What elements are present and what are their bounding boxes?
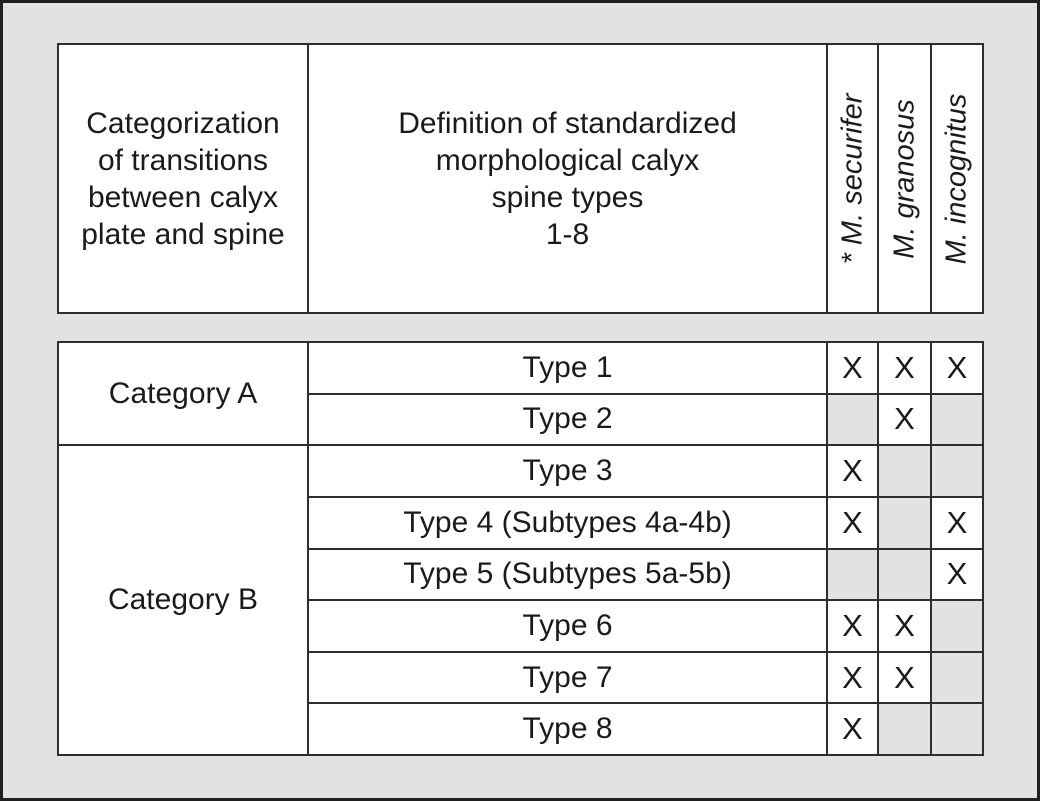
mark-cell: X — [878, 342, 931, 394]
mark-cell: X — [827, 497, 878, 549]
type-cell: Type 7 — [308, 652, 827, 704]
header-definition-line: morphological calyx — [435, 143, 700, 177]
table-row — [58, 342, 983, 394]
type-cell: Type 5 (Subtypes 5a-5b) — [308, 549, 827, 601]
mark-cell: X — [827, 600, 878, 652]
mark-cell — [878, 497, 931, 549]
mark-cell — [931, 394, 983, 446]
type-cell: Type 6 — [308, 600, 827, 652]
mark-cell — [827, 549, 878, 601]
mark-cell — [878, 703, 931, 755]
category-b-cell: Category B — [58, 445, 308, 755]
header-category-line: Categorization — [86, 106, 280, 140]
header-definition-cell — [308, 44, 827, 313]
species-label-granosus: M. granosus — [888, 98, 920, 259]
header-category-line: between calyx — [87, 180, 279, 214]
header-species-cell-incognitus — [931, 44, 983, 313]
mark-cell: X — [827, 445, 878, 497]
mark-cell — [931, 445, 983, 497]
table-row — [58, 445, 983, 497]
mark-cell: X — [931, 497, 983, 549]
header-table — [57, 43, 984, 314]
mark-cell: X — [878, 394, 931, 446]
mark-cell: X — [827, 652, 878, 704]
mark-cell: X — [827, 342, 878, 394]
type-cell: Type 4 (Subtypes 4a-4b) — [308, 497, 827, 549]
mark-cell: X — [878, 652, 931, 704]
header-row — [58, 44, 983, 313]
mark-cell — [878, 549, 931, 601]
mark-cell: X — [827, 703, 878, 755]
type-cell: Type 2 — [308, 394, 827, 446]
mark-cell — [931, 652, 983, 704]
mark-cell: X — [878, 600, 931, 652]
header-definition-line: spine types — [491, 180, 644, 214]
body-table — [57, 341, 984, 756]
header-definition-line: Definition of standardized — [398, 106, 737, 140]
species-label-incognitus: M. incognitus — [940, 93, 973, 264]
type-cell: Type 1 — [308, 342, 827, 394]
mark-cell — [931, 600, 983, 652]
mark-cell: X — [931, 342, 983, 394]
mark-cell — [878, 445, 931, 497]
header-category-line: plate and spine — [81, 217, 285, 251]
header-category-line: of transitions — [97, 143, 269, 177]
type-cell: Type 3 — [308, 445, 827, 497]
header-species-cell-securifer — [827, 44, 878, 313]
mark-cell — [827, 394, 878, 446]
species-label-securifer: * M. securifer — [836, 93, 868, 264]
header-definition-line: 1-8 — [545, 217, 590, 251]
category-a-cell: Category A — [58, 342, 308, 445]
type-cell: Type 8 — [308, 703, 827, 755]
header-species-cell-granosus — [878, 44, 931, 313]
header-category-cell — [58, 44, 308, 313]
mark-cell — [931, 703, 983, 755]
mark-cell: X — [931, 549, 983, 601]
